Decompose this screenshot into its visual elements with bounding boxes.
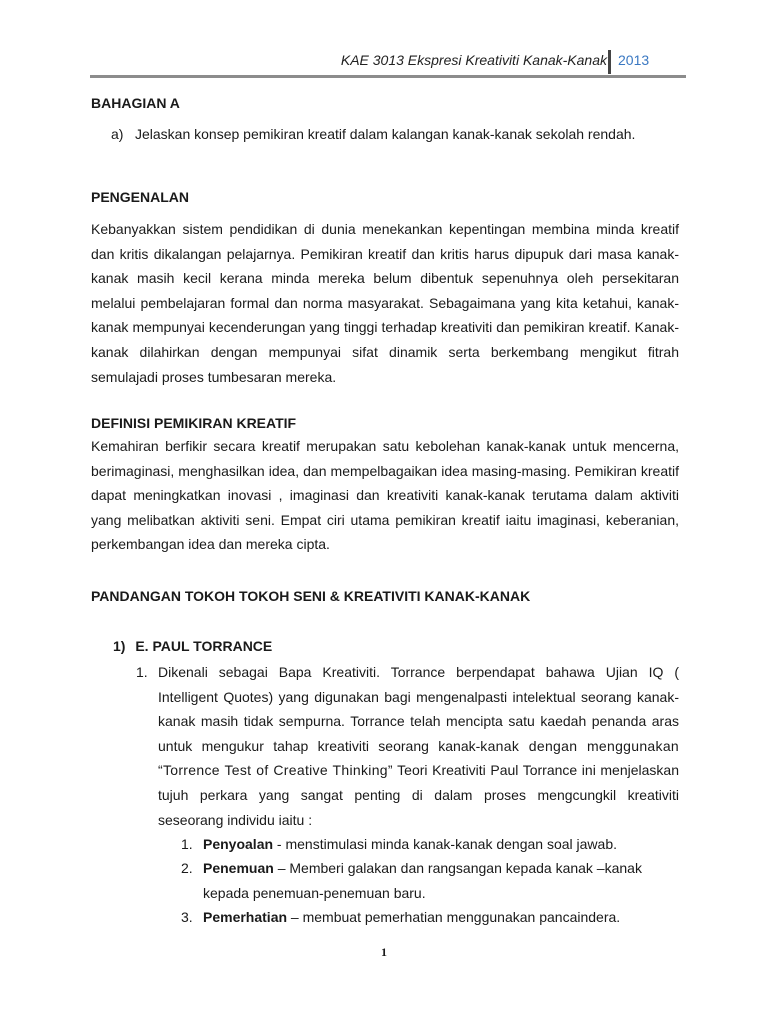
torrance-heading-marker: 1) — [113, 638, 126, 654]
sub-item-text: – Memberi galakan dan rangsangan kepada kanak –kanak — [273, 860, 642, 876]
sub-item-number: 3. — [181, 909, 193, 925]
page-header — [0, 50, 768, 72]
torrance-point-number: 1. — [136, 664, 148, 680]
page-number: 1 — [381, 945, 387, 959]
introduction-paragraph: Kebanyakkan sistem pendidikan di dunia menekankan kepentingan membina minda kreatif dan kritis dikalangan pelajarnya. Pemikiran kreatif dan kritis harus dipupuk dari masa kanak-kanak masih kecil kerana minda mereka belum dibentuk sepenuhnya oleh persekitaran melalui pembelajaran formal dan norma masyarakat. Sebagaimana yang kita ketahui, kanak-kanak mempunyai kecenderungan yang tinggi terhadap kreativiti dan pemikiran kreatif. Kanak-kanak dilahirkan dengan mempunyai sifat dinamik serta berkembang mengikut fitrah semulajadi proses tumbesaran mereka. — [91, 221, 679, 385]
introduction-heading: PENGENALAN — [91, 189, 190, 205]
question-item — [111, 126, 635, 142]
course-title: KAE 3013 Ekspresi Kreativiti Kanak-Kanak — [340, 52, 607, 68]
torrance-point-text-c: Teori Kreativiti Paul Torrance ini menjelaskan tujuh perkara yang sangat penting di dalam proses mengcungkil kreativiti seseorang individu iaitu : — [158, 762, 679, 828]
question-text: Jelaskan konsep pemikiran kreatif dalam kalangan kanak-kanak sekolah rendah. — [135, 126, 636, 142]
sub-item-2 — [181, 856, 679, 905]
sub-item-text: - menstimulasi minda kanak-kanak dengan soal jawab. — [273, 836, 617, 852]
views-heading: PANDANGAN TOKOH TOKOH SENI & KREATIVITI KANAK-KANAK — [91, 588, 531, 604]
torrance-heading-name: E. PAUL TORRANCE — [135, 638, 273, 654]
sub-item-term: Penemuan — [203, 860, 274, 876]
torrance-heading — [113, 638, 272, 654]
sub-item-1 — [181, 832, 679, 857]
definition-paragraph: Kemahiran berfikir secara kreatif merupakan satu kebolehan kanak-kanak untuk mencerna, berimaginasi, menghasilkan idea, dan mempelbagaikan idea masing-masing. Pemikiran kreatif dapat meningkatkan inovasi , imaginasi dan kreativiti kanak-kanak terutama dalam aktiviti yang melibatkan aktiviti seni. Empat ciri utama pemikiran kreatif iaitu imaginasi, keberanian, perkembangan idea dan mereka cipta. — [91, 438, 679, 553]
definition-heading: DEFINISI PEMIKIRAN KREATIF — [91, 415, 297, 431]
sub-item-text-cont: kepada penemuan-penemuan baru. — [203, 884, 426, 901]
sub-item-number: 1. — [181, 836, 193, 852]
header-rule — [90, 75, 686, 78]
sub-item-number: 2. — [181, 860, 193, 876]
header-separator — [608, 50, 611, 74]
torrance-point-text-a: Dikenali sebagai Bapa Kreativiti. Torrance berpendapat bahawa Ujian IQ ( Intelligent Quotes) yang digunakan bagi mengenalpasti intelektual seorang kanak-kanak masih tidak sempurna. Torrance telah mencipta satu kaedah penanda aras untuk mengukur tahap kreativiti seorang kanak- — [158, 664, 679, 754]
section-a-heading: BAHAGIAN A — [91, 95, 180, 111]
sub-item-3 — [181, 905, 679, 930]
torrance-point — [136, 660, 679, 832]
question-marker: a) — [111, 126, 124, 142]
sub-item-text: – membuat pemerhatian menggunakan pancaindera. — [287, 909, 621, 925]
torrance-point-text-b: kanak dengan menggunakan “Torrence Test of Creative Thinking” — [158, 737, 679, 779]
sub-item-term: Penyoalan — [203, 836, 274, 852]
header-year: 2013 — [618, 52, 650, 68]
sub-item-term: Pemerhatian — [203, 909, 288, 925]
